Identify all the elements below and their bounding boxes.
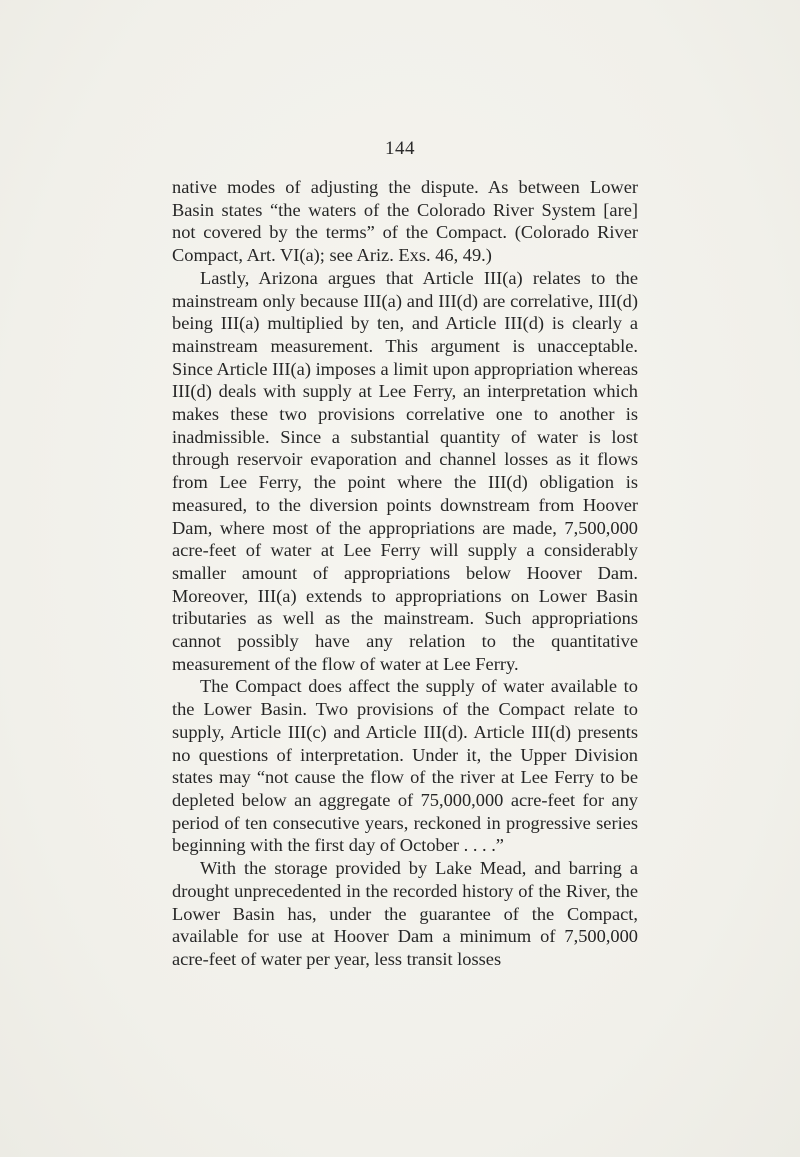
page-number: 144 [385,138,415,159]
paragraph-4: With the storage provided by Lake Mead, and barring a drought unprecedented in the recorded history of the River, the Lower Basin has, under the guarantee of the Compact, available for use at Hoover Dam a minimum of 7,500,000 acre-feet of water per year, less transit losses [172,858,638,969]
body-text [172,176,638,971]
paragraph-1: native modes of adjusting the dispute. As between Lower Basin states “the waters of the Colorado River System [are] not covered by the terms” of the Compact. (Colorado River Compact, Art. VI(a); see Ariz. Exs. 46, 49.) [172,177,638,266]
paragraph-3: The Compact does affect the supply of water available to the Lower Basin. Two provisions of the Compact relate to supply, Article III(c) and Article III(d). Article III(d) presents no questions of interpretation. Under it, the Upper Division states may “not cause the flow of the river at Lee Ferry to be depleted below an aggregate of 75,000,000 acre-feet for any period of ten consecutive years, reckoned in progressive series beginning with the first day of October . . . .” [172,676,638,856]
paragraph-2: Lastly, Arizona argues that Article III(a) relates to the mainstream only because III(a) and III(d) are correlative, III(d) being III(a) multiplied by ten, and Article III(d) is clearly a mainstream measurement. This argument is unacceptable. Since Article III(a) imposes a limit upon appropriation whereas III(d) deals with supply at Lee Ferry, an interpretation which makes these two provisions correlative one to another is inadmissible. Since a substantial quantity of water is lost through reservoir evaporation and channel losses as it flows from Lee Ferry, the point where the III(d) obligation is measured, to the diversion points downstream from Hoover Dam, where most of the appropriations are made, 7,500,000 acre-feet of water at Lee Ferry will supply a considerably smaller amount of appropriations below Hoover Dam. Moreover, III(a) extends to appropriations on Lower Basin tributaries as well as the mainstream. Such appropriations cannot possibly have any relation to the quantitative measurement of the flow of water at Lee Ferry. [172,267,638,674]
